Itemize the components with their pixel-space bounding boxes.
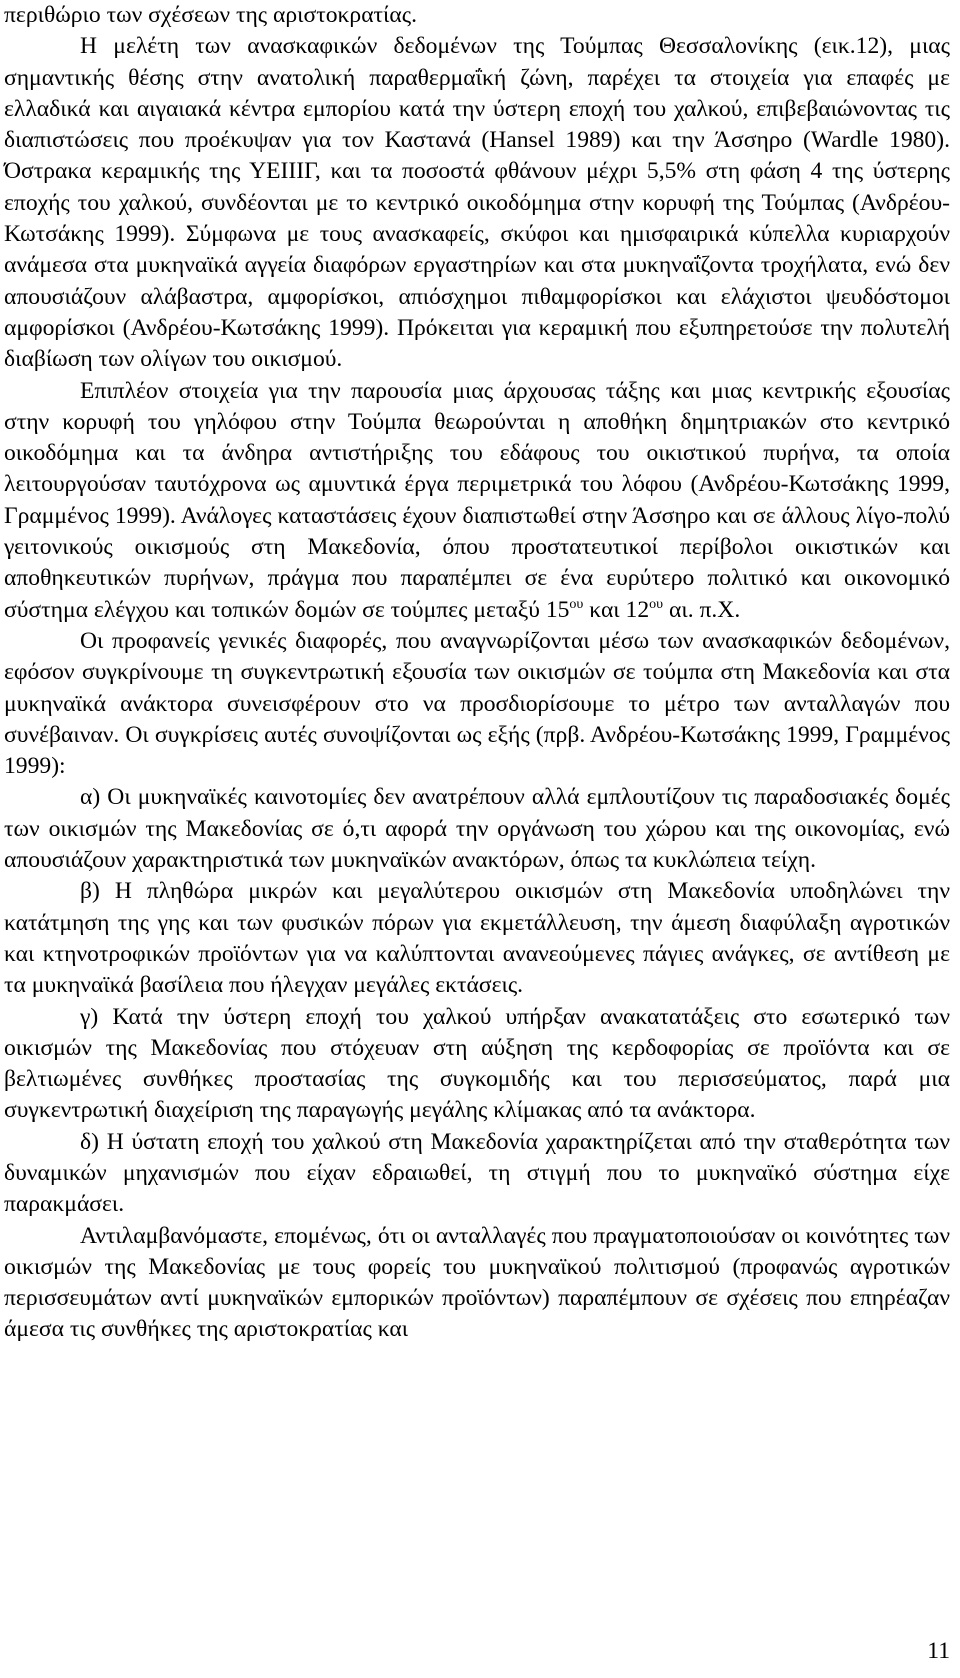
paragraph-3-tail: αι. π.Χ. <box>663 596 741 623</box>
list-item-gamma: γ) Κατά την ύστερη εποχή του χαλκού υπήρξαν ανακατατάξεις στο εσωτερικό των οικισμών της Μακεδονίας που στόχευαν στη αύξηση της κερδοφορίας σε προϊόντα και σε βελτιωμένες συνθήκες προστασίας της συγκομιδής και του περισσεύματος, παρά μια συγκεντρωτική διαχείριση της παραγωγής μεγάλης κλίμακας από τα ανάκτορα. <box>4 1003 950 1124</box>
page-number: 11 <box>927 1638 950 1664</box>
list-item-alpha: α) Οι μυκηναϊκές καινοτομίες δεν ανατρέπουν αλλά εμπλουτίζουν τις παραδοσιακές δομές των οικισμών της Μακεδονίας σε ό,τι αφορά την οργάνωση του χώρου και της οικονομίας, ενώ απουσιάζουν χαρακτηριστικά των μυκηναϊκών ανακτόρων, όπως τα κυκλώπεια τείχη. <box>4 784 950 874</box>
paragraph-3 <box>4 376 950 626</box>
paragraph-4: Οι προφανείς γενικές διαφορές, που αναγνωρίζονται μέσω των ανασκαφικών δεδομένων, εφόσον συγκρίνουμε τη συγκεντρωτική εξουσία των οικισμών σε τούμπα στη Μακεδονία και στα μυκηναϊκά ανάκτορα συνεισφέρουν στο να προσδιορίσουμε το μέτρο των ανταλλαγών που συνέβαιναν. Οι συγκρίσεις αυτές συνοψίζονται ως εξής (πρβ. Ανδρέου-Κωτσάκης 1999, Γραμμένος 1999): <box>4 627 950 780</box>
paragraph-final: Αντιλαμβανόμαστε, επομένως, ότι οι ανταλλαγές που πραγματοποιούσαν οι κοινότητες των οικισμών της Μακεδονίας με τους φορείς του μυκηναϊκού πολιτισμού (προφανώς αγροτικών περισσευμάτων αντί μυκηναϊκών εμπορικών προϊόντων) παραπέμπουν σε σχέσεις που επηρέαζαν άμεσα τις συνθήκες της αριστοκρατίας και <box>4 1222 950 1343</box>
list-item-beta: β) Η πληθώρα μικρών και μεγαλύτερου οικισμών στη Μακεδονία υποδηλώνει την κατάτμηση της γης και των φυσικών πόρων για εκμετάλλευση, την άμεση διαφύλαξη αγροτικών και κτηνοτροφικών προϊόντων για να καλύπτονται ανανεούμενες πάγιες ανάγκες, σε αντίθεση με τα μυκηναϊκά βασίλεια που ήλεγχαν μεγάλες εκτάσεις. <box>4 878 950 999</box>
paragraph-3-mid: και 12 <box>583 596 650 623</box>
paragraph-3-text: Επιπλέον στοιχεία για την παρουσία μιας άρχουσας τάξης και μιας κεντρικής εξουσίας στην κορυφή του γηλόφου στην Τούμπα θεωρούνται η αποθήκη δημητριακών στο κεντρικό οικοδόμημα και τα άνδηρα αντιστήριξης του εδάφους του οικιστικού πυρήνα, τα οποία λειτουργούσαν ταυτόχρονα ως αμυντικά έργα περιμετρικά του λόφου (Ανδρέου-Κωτσάκης 1999, Γραμμένος 1999). Ανάλογες καταστάσεις έχουν διαπιστωθεί στην Άσσηρο και σε άλλους λίγο-πολύ γειτονικούς οικισμούς στη Μακεδονία, όπου προστατευτικοί περίβολοι οικιστικών και αποθηκευτικών πυρήνων, πράγμα που παραπέμπει σε ένα ευρύτερο πολιτικό και οικονομικό σύστημα ελέγχου και τοπικών δομών σε τούμπες μεταξύ 15 <box>4 377 950 623</box>
document-page <box>4 0 950 1346</box>
superscript-ordinal-1: ου <box>569 596 584 612</box>
superscript-ordinal-2: ου <box>649 596 664 612</box>
paragraph-1: περιθώριο των σχέσεων της αριστοκρατίας. <box>4 2 417 28</box>
paragraph-2: Η μελέτη των ανασκαφικών δεδομένων της Τούμπας Θεσσαλονίκης (εικ.12), μιας σημαντικής θέσης στην ανατολική παραθερμαΐκή ζώνη, παρέχει τα στοιχεία για επαφές με ελλαδικά και αιγαιακά κέντρα εμπορίου κατά την ύστερη εποχή του χαλκού, επιβεβαιώνοντας τις διαπιστώσεις που προέκυψαν για τον Καστανά (Hansel 1989) και την Άσσηρο (Wardle 1980). Όστρακα κεραμικής της ΥΕΙΙΙΓ, και τα ποσοστά φθάνουν μέχρι 5,5% στη φάση 4 της ύστερης εποχής του χαλκού, συνδέονται με το κεντρικό οικοδόμημα στην κορυφή της Τούμπας (Ανδρέου-Κωτσάκης 1999). Σύμφωνα με τους ανασκαφείς, σκύφοι και ημισφαιρικά κύπελλα κυριαρχούν ανάμεσα στα μυκηναϊκά αγγεία διαφόρων εργαστηρίων και στα μυκηναΐζοντα τροχήλατα, ενώ δεν απουσιάζουν αλάβαστρα, αμφορίσκοι, απιόσχημοι πιθαμφορίσκοι και ελάχιστοι ψευδόστομοι αμφορίσκοι (Ανδρέου-Κωτσάκης 1999). Πρόκειται για κεραμική που εξυπηρετούσε την πολυτελή διαβίωση των ολίγων του οικισμού. <box>4 33 950 373</box>
list-item-delta: δ) Η ύστατη εποχή του χαλκού στη Μακεδονία χαρακτηρίζεται από την σταθερότητα των δυναμικών μηχανισμών που είχαν εδραιωθεί, τη στιγμή που το μυκηναϊκό σύστημα είχε παρακμάσει. <box>4 1128 950 1218</box>
